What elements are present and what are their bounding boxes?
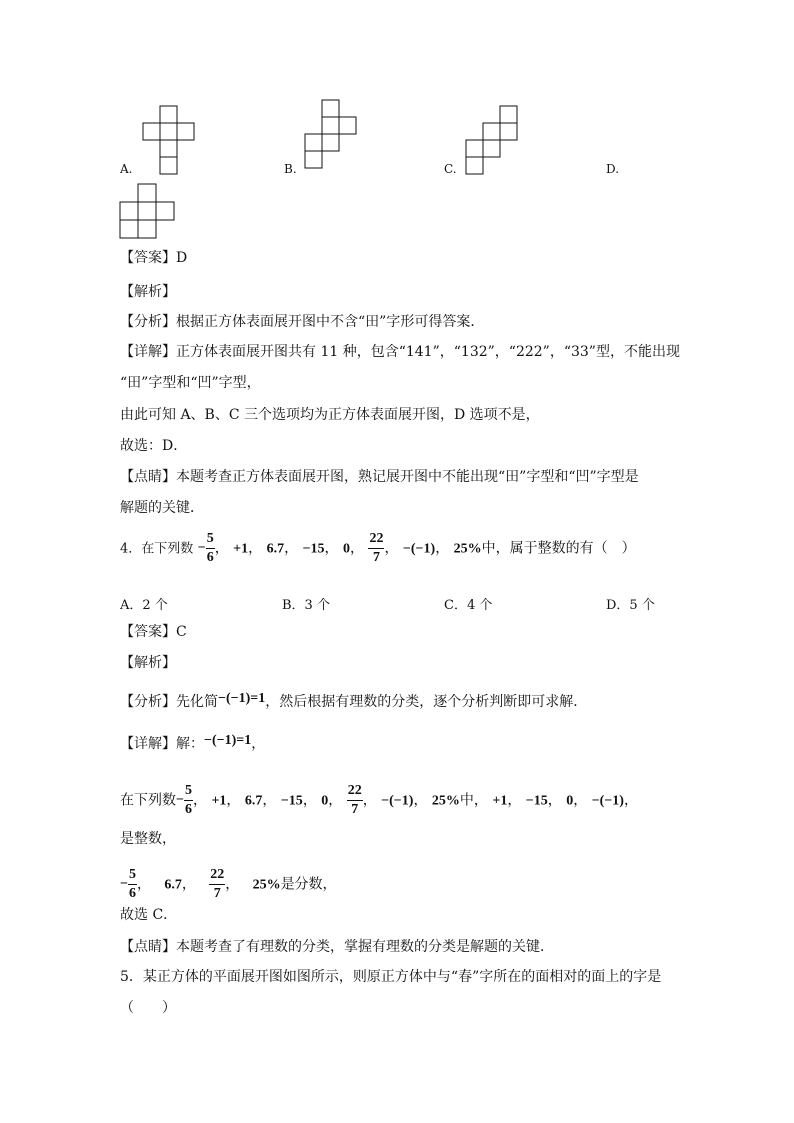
q3-fenxi: 【分析】根据正方体表面展开图中不含“田”字形可得答案． — [120, 314, 485, 330]
q3-guxuan: 故选：D． — [120, 438, 188, 454]
q4-num-6.7: 6.7 — [266, 541, 285, 557]
net-option-c — [465, 104, 525, 174]
q4-guxuan: 故选 C． — [120, 907, 178, 923]
option-c-label: C. — [444, 162, 457, 176]
q4-list: 在下列数− $\frac{5}{6}$ ， +1， 6.7， −15， 0， $\frac{22}{7}$ ， −(−1)， 25%中， +1， −15， 0， −(−1)， — [120, 783, 638, 817]
q3-dianjing-2: 解题的关键． — [120, 500, 204, 516]
net-option-d — [118, 183, 178, 239]
q4-jiexi: 【解析】 — [120, 655, 176, 671]
option-a-label: A. — [120, 162, 133, 176]
q4-fenxi-expr: −(−1)=1 — [218, 691, 266, 706]
q3-line3: 由此可知 A、B、C 三个选项均为正方体表面展开图，D 选项不是， — [120, 407, 540, 423]
q3-jiexi: 【解析】 — [120, 284, 176, 300]
q4-num-neg-neg1: −(−1) — [402, 541, 436, 557]
q4-suffix: 中，属于整数的有（ ） — [481, 540, 636, 557]
q4-int-label: 是整数， — [120, 831, 176, 847]
q4-fractions: − $\frac{5}{6}$ ， 6.7， $\frac{22}{7}$ ， 25%是分数， — [120, 867, 337, 901]
q4-fenxi: 【分析】先化简−(−1)=1，然后根据有理数的分类，逐个分析判断即可求解． — [120, 691, 588, 710]
q4-prefix: 4．在下列数 — [120, 541, 194, 557]
q4-option-b: B．3 个 — [282, 598, 330, 613]
q4-num-25pct: 25% — [453, 541, 482, 557]
q4-answer: 【答案】C — [120, 624, 187, 640]
q3-xiangjie-2: “田”字型和“凹”字型， — [120, 375, 261, 391]
q4-frac-5-6: $\frac{5}{6}$ — [206, 531, 214, 565]
q4-stem: 4．在下列数 − $\frac{5}{6}$ ， +1， 6.7， −15， 0， $\frac{22}{7}$ ， −(−1)， 25%中，属于整数的有（ ） — [120, 531, 636, 565]
q4-num-0: 0 — [343, 541, 350, 557]
option-d-label: D. — [606, 162, 620, 176]
q4-dianjing: 【点睛】本题考查了有理数的分类，掌握有理数的分类是解题的关键． — [120, 939, 554, 955]
q3-answer: 【答案】D — [120, 250, 188, 266]
q3-dianjing-1: 【点睛】本题考查正方体表面展开图，熟记展开图中不能出现“田”字型和“凹”字型是 — [120, 469, 639, 485]
q4-option-d: D．5 个 — [606, 598, 655, 613]
q4-xiangjie-expr: −(−1)=1 — [204, 733, 252, 748]
q3-xiangjie-1: 【详解】正方体表面展开图共有 11 种，包含“141”，“132”，“222”，“33”型，不能出现 — [120, 344, 680, 360]
q4-list-prefix: 在下列数 — [120, 792, 176, 809]
q4-num-plus1: +1 — [233, 541, 249, 557]
q4-num-minus15: −15 — [302, 541, 325, 557]
q4-xiangjie: 【详解】解：−(−1)=1， — [120, 733, 266, 752]
option-b-label: B. — [284, 162, 297, 176]
q4-option-a: A．2 个 — [120, 598, 168, 613]
q4-frac-label: 是分数， — [280, 876, 337, 893]
q4-option-c: C．4 个 — [444, 598, 493, 613]
q5-stem-1: 5．某正方体的平面展开图如图所示，则原正方体中与“春”字所在的面相对的面上的字是 — [120, 969, 662, 985]
net-option-a — [140, 104, 196, 174]
q5-stem-2: （ ） — [120, 1000, 176, 1016]
net-option-b — [303, 100, 363, 174]
q4-frac-22-7: $\frac{22}{7}$ — [369, 531, 384, 565]
